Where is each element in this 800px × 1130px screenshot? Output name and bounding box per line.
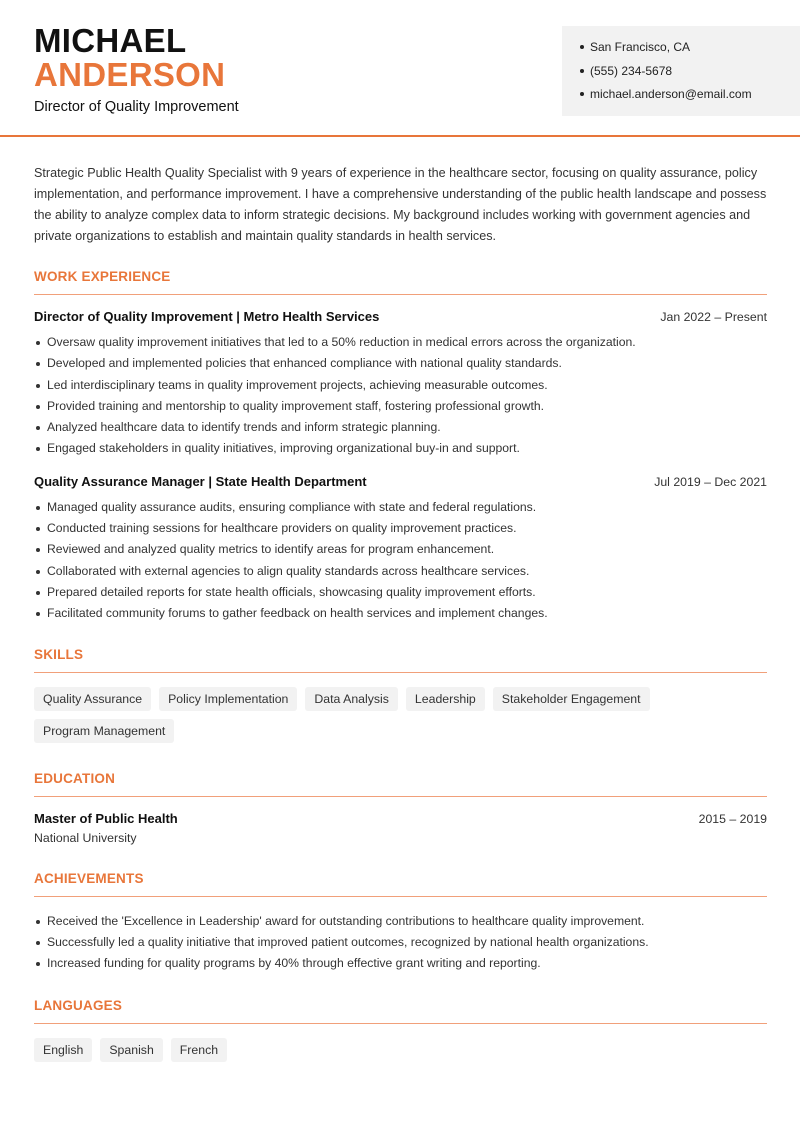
job-bullet: Provided training and mentorship to quality improvement staff, fostering professional growth. xyxy=(34,396,767,417)
job-dates: Jul 2019 – Dec 2021 xyxy=(654,474,767,489)
achievement-item: Increased funding for quality programs by 40% through effective grant writing and reporting. xyxy=(34,953,767,974)
job-bullet: Analyzed healthcare data to identify trends and inform strategic planning. xyxy=(34,417,767,438)
school-name: National University xyxy=(34,830,137,845)
job-bullet: Oversaw quality improvement initiatives that led to a 50% reduction in medical errors across the organization. xyxy=(34,332,767,353)
language-chip: French xyxy=(171,1038,227,1062)
first-name: MICHAEL xyxy=(34,22,187,59)
experience-section xyxy=(34,269,767,625)
summary-text: Strategic Public Health Quality Specialist with 9 years of experience in the healthcare sector, focusing on quality assurance, policy implementation, and performance improvement. I have a comprehensive understanding of the public health landscape and possess the ability to analyze complex data to inform strategic decisions. My background includes working with government agencies and private organizations to establish and maintain quality standards in health services. xyxy=(34,166,767,243)
resume-body xyxy=(34,163,767,1062)
job-bullet: Developed and implemented policies that enhanced compliance with national quality standards. xyxy=(34,353,767,374)
skill-chip: Stakeholder Engagement xyxy=(493,687,650,711)
section-title-languages: LANGUAGES xyxy=(34,998,767,1024)
skill-chip: Quality Assurance xyxy=(34,687,151,711)
skill-chip: Leadership xyxy=(406,687,485,711)
achievement-item: Successfully led a quality initiative that improved patient outcomes, recognized by national health organizations. xyxy=(34,932,767,953)
section-title-achievements: ACHIEVEMENTS xyxy=(34,871,767,897)
contact-email: michael.anderson@email.com xyxy=(580,87,800,111)
education-dates: 2015 – 2019 xyxy=(698,811,767,826)
job-title: Director of Quality Improvement xyxy=(34,99,239,115)
contact-phone: (555) 234-5678 xyxy=(580,64,800,88)
skill-chip: Data Analysis xyxy=(305,687,398,711)
job-role: Quality Assurance Manager | State Health Department xyxy=(34,473,367,489)
job-bullet: Collaborated with external agencies to align quality standards across healthcare services. xyxy=(34,561,767,582)
candidate-name xyxy=(34,24,225,92)
job-role: Director of Quality Improvement | Metro Health Services xyxy=(34,309,380,324)
achievements-section xyxy=(34,871,767,975)
job-entry xyxy=(34,309,767,460)
language-chip: English xyxy=(34,1038,92,1062)
skill-chip: Program Management xyxy=(34,719,174,743)
contact-location: San Francisco, CA xyxy=(580,40,800,64)
section-title-experience: WORK EXPERIENCE xyxy=(34,269,767,295)
job-bullet: Engaged stakeholders in quality initiatives, improving organizational buy-in and support. xyxy=(34,438,767,459)
skill-chip: Policy Implementation xyxy=(159,687,297,711)
contact-box xyxy=(562,26,800,116)
section-title-skills: SKILLS xyxy=(34,647,767,673)
job-bullet: Reviewed and analyzed quality metrics to identify areas for program enhancement. xyxy=(34,539,767,560)
education-section xyxy=(34,771,767,845)
language-chip: Spanish xyxy=(100,1038,162,1062)
job-bullet: Prepared detailed reports for state health officials, showcasing quality improvement efforts. xyxy=(34,582,767,603)
last-name: ANDERSON xyxy=(34,56,226,93)
job-entry xyxy=(34,474,767,625)
job-bullet: Managed quality assurance audits, ensuring compliance with state and federal regulations. xyxy=(34,497,767,518)
skills-section xyxy=(34,647,767,743)
job-bullet: Led interdisciplinary teams in quality improvement projects, achieving measurable outcomes. xyxy=(34,375,767,396)
resume-header xyxy=(0,0,800,137)
section-title-education: EDUCATION xyxy=(34,771,767,797)
job-dates: Jan 2022 – Present xyxy=(660,310,767,324)
achievement-item: Received the 'Excellence in Leadership' award for outstanding contributions to healthcare quality improvement. xyxy=(34,911,767,932)
job-bullet: Facilitated community forums to gather feedback on health services and implement changes. xyxy=(34,603,767,624)
job-bullet: Conducted training sessions for healthcare providers on quality improvement practices. xyxy=(34,518,767,539)
languages-section xyxy=(34,998,767,1062)
degree: Master of Public Health xyxy=(34,810,178,826)
